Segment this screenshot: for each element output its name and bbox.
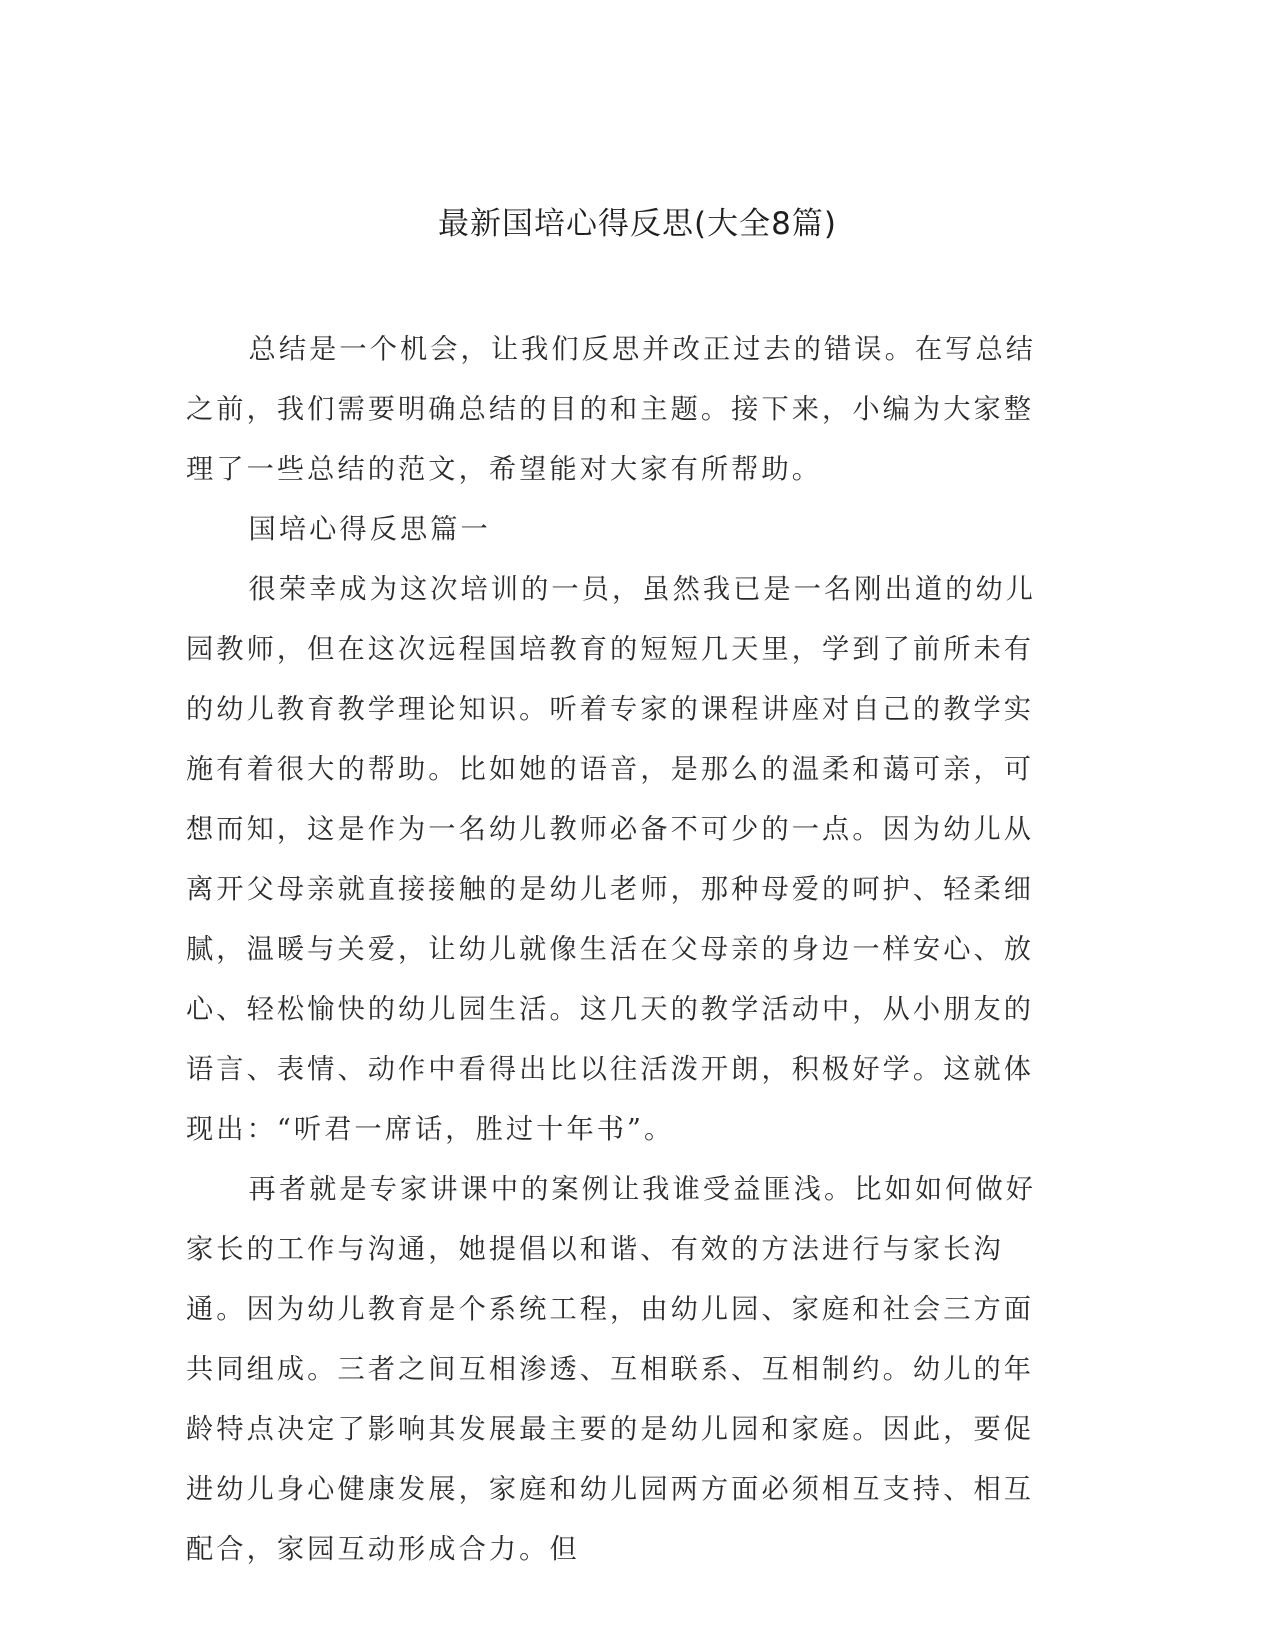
document-title: 最新国培心得反思(大全8篇) xyxy=(438,206,837,242)
document-body xyxy=(186,320,1046,1580)
body-paragraph: 很荣幸成为这次培训的一员，虽然我已是一名刚出道的幼儿园教师，但在这次远程国培教育的短短几天里，学到了前所未有的幼儿教育教学理论知识。听着专家的课程讲座对自己的教学实施有着很大的帮助。比如她的语音，是那么的温柔和蔼可亲，可想而知，这是作为一名幼儿教师必备不可少的一点。因为幼儿从离开父母亲就直接接触的是幼儿老师，那种母爱的呵护、轻柔细腻，温暖与关爱，让幼儿就像生活在父母亲的身边一样安心、放心、轻松愉快的幼儿园生活。这几天的教学活动中，从小朋友的语言、表情、动作中看得出比以往活泼开朗，积极好学。这就体现出：“听君一席话，胜过十年书”。 xyxy=(186,574,1037,1145)
body-paragraph: 再者就是专家讲课中的案例让我谁受益匪浅。比如如何做好家长的工作与沟通，她提倡以和谐、有效的方法进行与家长沟通。因为幼儿教育是个系统工程，由幼儿园、家庭和社会三方面共同组成。三者之间互相渗透、互相联系、互相制约。幼儿的年龄特点决定了影响其发展最主要的是幼儿园和家庭。因此，要促进幼儿身心健康发展，家庭和幼儿园两方面必须相互支持、相互配合，家园互动形成合力。但 xyxy=(186,1174,1037,1565)
intro-paragraph: 总结是一个机会，让我们反思并改正过去的错误。在写总结之前，我们需要明确总结的目的和主题。接下来，小编为大家整理了一些总结的范文，希望能对大家有所帮助。 xyxy=(186,334,1037,485)
section-heading: 国培心得反思篇一 xyxy=(248,514,491,545)
